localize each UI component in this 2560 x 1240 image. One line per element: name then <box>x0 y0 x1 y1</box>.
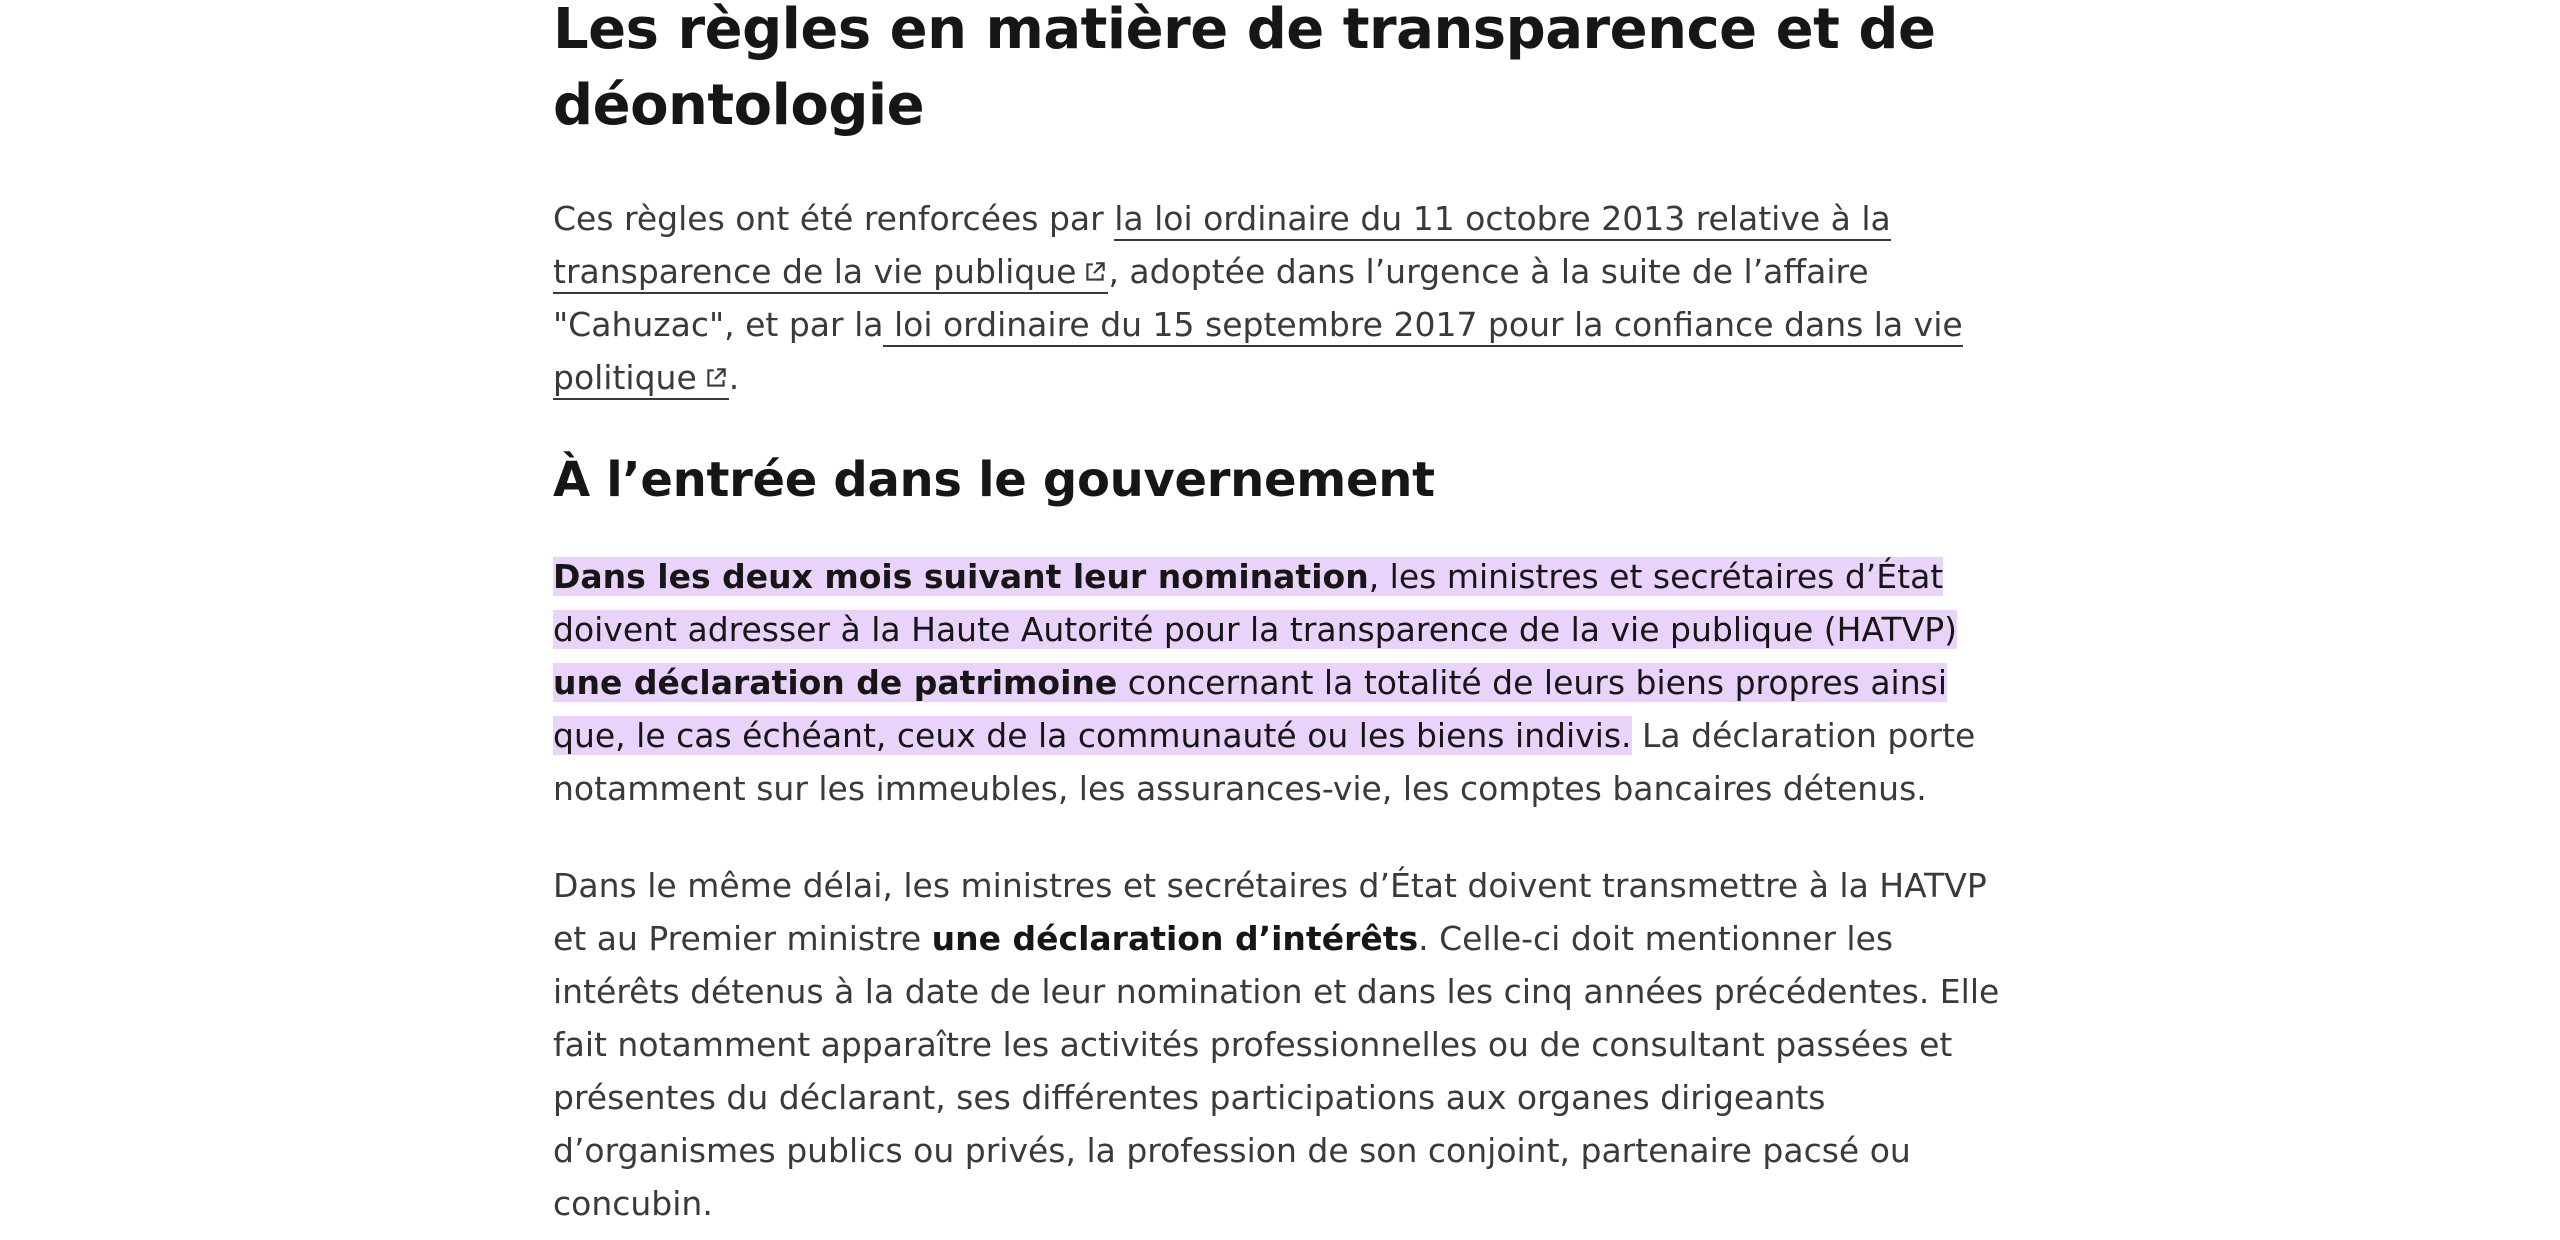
intro-text-1: Ces règles ont été renforcées par <box>553 199 1115 238</box>
page-title: Les règles en matière de transparence et de déontologie <box>553 0 1936 138</box>
article <box>553 0 2013 1230</box>
intro-text-2: , adoptée dans l’urgence à la suite de l’affaire "Cahuzac", et par la <box>553 252 1869 344</box>
para2-text-2: . Celle-ci doit mentionner les intérêts détenus à la date de leur nomination et dans les cinq années précédentes. Elle fait notamment apparaître les activités professionnelles ou de consultant passées et présentes du déclarant, ses différentes participations aux organes dirigeants d’organismes publics ou privés, la profession de son conjoint, partenaire pacsé ou concubin. <box>553 919 2000 1223</box>
external-link-icon <box>703 365 729 391</box>
para1-text-3: La déclaration porte notamment sur les immeubles, les assurances-vie, les comptes bancaires détenus. <box>553 716 1976 808</box>
bold-declaration-interets: une déclaration d’intérêts <box>931 919 1419 958</box>
law-2017-link-label: loi ordinaire du 15 septembre 2017 pour la confiance dans la vie politique <box>553 305 1963 397</box>
law-2013-link-label: la loi ordinaire du 11 octobre 2013 relative à la transparence de la vie publique <box>553 199 1891 291</box>
para1-text-2: concernant la totalité de leurs biens propres ainsi que, le cas échéant, ceux de la communauté ou les biens indivis. <box>553 663 1947 755</box>
section-title: À l’entrée dans le gouvernement <box>553 452 1435 508</box>
para2-text-1: Dans le même délai, les ministres et secrétaires d’État doivent transmettre à la HATVP et au Premier ministre <box>553 866 1987 958</box>
interets-paragraph <box>553 859 2013 1230</box>
bold-declaration-patrimoine: une déclaration de patrimoine <box>553 663 1118 702</box>
external-link-icon <box>1082 259 1108 285</box>
intro-text-3: . <box>728 358 740 397</box>
bold-deadline: Dans les deux mois suivant leur nomination <box>553 557 1369 596</box>
para1-text-1: , les ministres et secrétaires d’État doivent adresser à la Haute Autorité pour la transparence de la vie publique (HATVP) <box>553 557 1958 649</box>
intro-paragraph <box>553 192 2013 404</box>
patrimoine-paragraph <box>553 550 2013 815</box>
